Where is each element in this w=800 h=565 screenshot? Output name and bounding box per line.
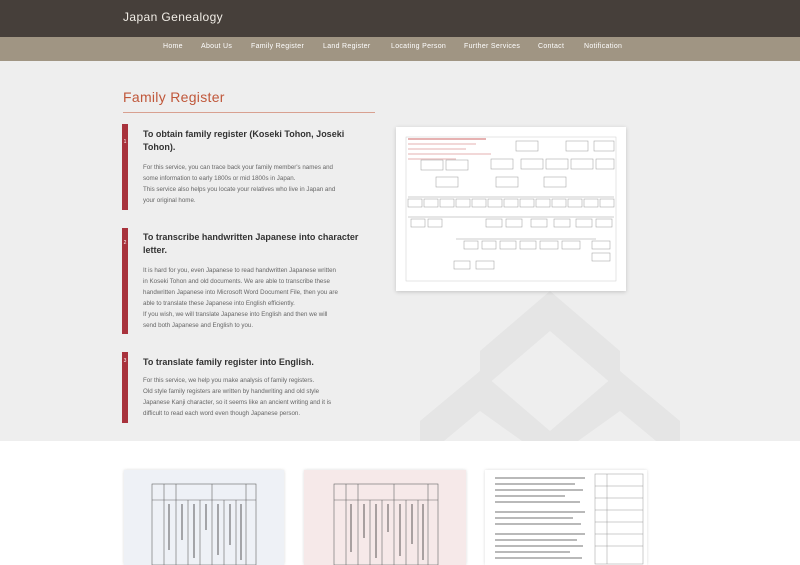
nav-item-land-register[interactable]: Land Register [323, 43, 371, 50]
nav-item-about-us[interactable]: About Us [201, 43, 233, 50]
nav-item-contact[interactable]: Contact [538, 43, 565, 50]
site-logo[interactable]: Japan Genealogy [123, 10, 224, 24]
transcribed-document-image [485, 470, 647, 565]
service-description: It is hard for you, even Japanese to read handwritten Japanese written in Koseki Tohon and old documents. We are able to transcribe these handwritten Japanese into Microsoft Word Document File, then you are able to translate these Japanese into English efficiently. If you wish, we will translate Japanese into English and then we will send both Japanese and English to you. [143, 267, 338, 329]
family-tree-image [396, 127, 626, 291]
service-title: To transcribe handwritten Japanese into character letter. [143, 232, 359, 255]
service-number: 2 [123, 240, 127, 246]
nav-item-locating-person[interactable]: Locating Person [391, 43, 447, 50]
service-description: For this service, you can trace back your family member's names and some information to early 1800s or mid 1800s in Japan. This service also helps you locate your relatives who live in Japan and your original home. [143, 164, 336, 204]
service-number: 1 [123, 139, 127, 145]
nav-item-home[interactable]: Home [163, 43, 183, 50]
nav-item-further-services[interactable]: Further Services [464, 43, 521, 50]
decorative-watermark [420, 291, 680, 441]
main-nav [0, 37, 800, 61]
family-tree-diagram [396, 127, 626, 291]
service-item [122, 228, 378, 334]
service-title: To obtain family register (Koseki Tohon, Joseki Tohon). [143, 129, 345, 152]
service-item [122, 124, 378, 210]
service-number: 3 [123, 358, 127, 364]
title-divider [123, 112, 375, 113]
site-header [0, 0, 800, 37]
page-title: Family Register [123, 89, 225, 105]
old-register-document-image [304, 470, 466, 565]
koseki-document-image [124, 470, 284, 565]
service-description: For this service, we help you make analysis of family registers. Old style family registers are written by handwriting and old style Japanese Kanji character, so it seems like an ancient writing and it is difficult to read each word even though Japanese person. [143, 377, 332, 417]
service-title: To translate family register into English. [143, 357, 314, 367]
nav-item-notification[interactable]: Notification [584, 43, 623, 50]
service-accent-bar [122, 124, 128, 210]
service-item [122, 352, 378, 423]
nav-item-family-register[interactable]: Family Register [251, 43, 305, 50]
